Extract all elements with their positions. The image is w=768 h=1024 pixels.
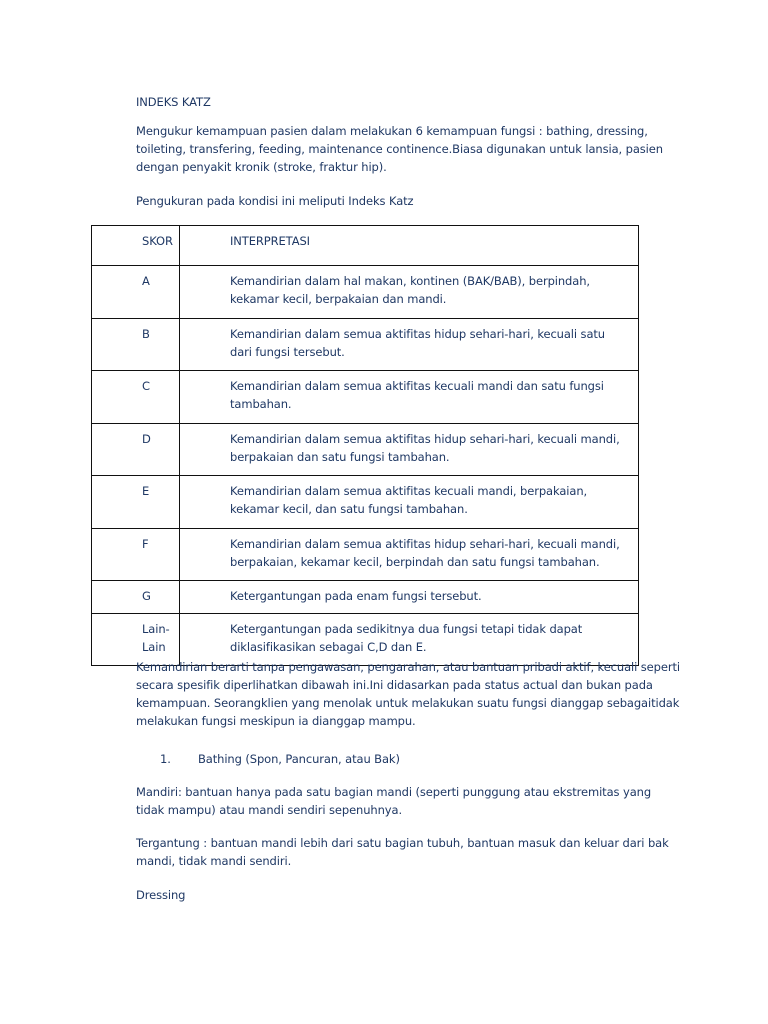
katz-table (91, 225, 639, 666)
interp-cell: Kemandirian dalam semua aktifitas hidup sehari-hari, kecuali satu dari fungsi tersebut. (180, 319, 639, 371)
table-row (92, 581, 639, 614)
table-row (92, 371, 639, 424)
item-number: 1. (160, 752, 171, 766)
dressing-heading: Dressing (136, 888, 186, 902)
table-row (92, 319, 639, 371)
mandiri-paragraph: Mandiri: bantuan hanya pada satu bagian mandi (seperti punggung atau ekstremitas yang tidak mampu) atau mandi sendiri sepenuhnya. (136, 785, 652, 817)
interp-cell: Ketergantungan pada enam fungsi tersebut. (180, 581, 639, 614)
interp-cell: Kemandirian dalam semua aktifitas kecuali mandi dan satu fungsi tambahan. (180, 371, 639, 424)
explanation-paragraph: Kemandirian berarti tanpa pengawasan, pengarahan, atau bantuan pribadi aktif, kecuali seperti secara spesifik diperlihatkan dibawah ini.Ini didasarkan pada status actual dan bukan pada kemampuan. Seorangklien yang menolak untuk melakukan suatu fungsi dianggap sebagaitidak melakukan fungsi meskipun ia dianggap mampu. (136, 660, 680, 728)
skor-cell: B (92, 319, 180, 371)
table-row (92, 529, 639, 581)
skor-cell: E (92, 476, 180, 529)
skor-cell: D (92, 424, 180, 476)
skor-cell: Lain-Lain (92, 614, 180, 666)
table-header-row (92, 226, 639, 266)
skor-cell: F (92, 529, 180, 581)
lead-paragraph: Pengukuran pada kondisi ini meliputi Indeks Katz (136, 194, 414, 208)
header-skor: SKOR (92, 226, 180, 266)
interp-cell: Ketergantungan pada sedikitnya dua fungsi tetapi tidak dapat diklasifikasikan sebagai C,D dan E. (180, 614, 639, 666)
interp-cell: Kemandirian dalam semua aktifitas kecuali mandi, berpakaian, kekamar kecil, dan satu fungsi tambahan. (180, 476, 639, 529)
skor-cell: G (92, 581, 180, 614)
numbered-item-bathing (160, 750, 700, 768)
tergantung-paragraph: Tergantung : bantuan mandi lebih dari satu bagian tubuh, bantuan masuk dan keluar dari bak mandi, tidak mandi sendiri. (136, 836, 669, 868)
header-interpretasi: INTERPRETASI (180, 226, 639, 266)
interp-cell: Kemandirian dalam hal makan, kontinen (BAK/BAB), berpindah, kekamar kecil, berpakaian dan mandi. (180, 266, 639, 319)
document-title: INDEKS KATZ (136, 95, 211, 109)
skor-cell: A (92, 266, 180, 319)
table-row (92, 476, 639, 529)
interp-cell: Kemandirian dalam semua aktifitas hidup sehari-hari, kecuali mandi, berpakaian, kekamar kecil, berpindah dan satu fungsi tambahan. (180, 529, 639, 581)
item-text: Bathing (Spon, Pancuran, atau Bak) (198, 752, 400, 766)
table-row (92, 424, 639, 476)
table-row (92, 266, 639, 319)
interp-cell: Kemandirian dalam semua aktifitas hidup sehari-hari, kecuali mandi, berpakaian dan satu fungsi tambahan. (180, 424, 639, 476)
skor-cell: C (92, 371, 180, 424)
intro-paragraph: Mengukur kemampuan pasien dalam melakukan 6 kemampuan fungsi : bathing, dressing, toileting, transfering, feeding, maintenance continence.Biasa digunakan untuk lansia, pasien dengan penyakit kronik (stroke, fraktur hip). (136, 124, 663, 174)
